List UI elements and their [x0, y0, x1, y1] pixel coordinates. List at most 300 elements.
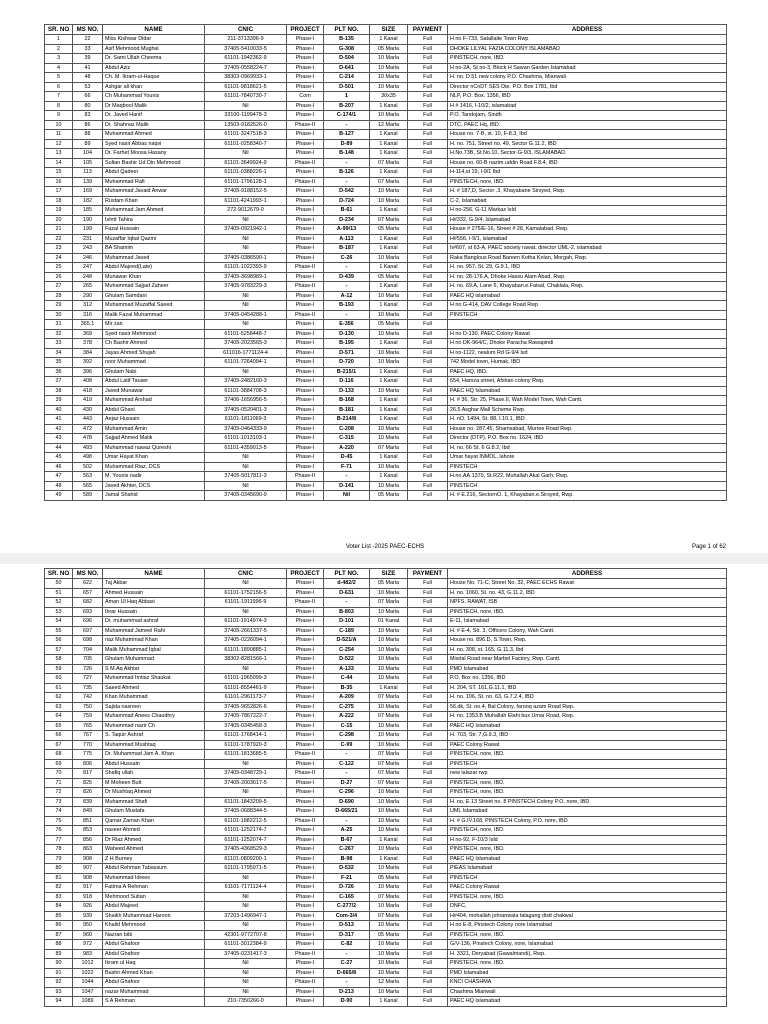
cell-payment: Full	[408, 348, 448, 358]
cell-sr-no: 25	[45, 263, 73, 273]
cell-sr-no: 69	[45, 759, 73, 769]
cell-sr-no: 61	[45, 683, 73, 693]
cell-address: H. no. D.51 new colony P.O. Chashma, Mianwali	[448, 73, 727, 83]
cell-sr-no: 13	[45, 149, 73, 159]
cell-payment: Full	[408, 453, 448, 463]
cell-plot-no: -	[324, 120, 370, 130]
cell-cnic: Nil	[205, 244, 287, 254]
cell-sr-no: 11	[45, 130, 73, 140]
cell-project: Phase-I	[287, 617, 324, 627]
cell-cnic: Nil	[205, 788, 287, 798]
cell-name: S A Rehman	[103, 997, 205, 1007]
cell-ms-no: 247	[73, 263, 103, 273]
cell-sr-no: 24	[45, 253, 73, 263]
cell-project: Phase-I	[287, 234, 324, 244]
cell-name: Javed Munawar	[103, 386, 205, 396]
table-row	[45, 607, 727, 617]
table-row	[45, 940, 727, 950]
cell-cnic: Nil	[205, 959, 287, 969]
cell-ms-no: 190	[73, 215, 103, 225]
table-row	[45, 664, 727, 674]
cell-cnic: 61101-1965099-3	[205, 674, 287, 684]
column-header-size: SIZE	[370, 25, 408, 35]
cell-plot-no: C-15	[324, 721, 370, 731]
cell-plot-no: B-98	[324, 854, 370, 864]
cell-size: 10 Marla	[370, 187, 408, 197]
cell-size: 10 Marla	[370, 588, 408, 598]
cell-name: Qamar Zaman Khan	[103, 816, 205, 826]
cell-name: Ghulam Mustafa	[103, 807, 205, 817]
cell-payment: Full	[408, 712, 448, 722]
cell-sr-no: 49	[45, 491, 73, 501]
cell-sr-no: 57	[45, 645, 73, 655]
cell-name: Khan Muhammad	[103, 693, 205, 703]
cell-ms-no: 365.1	[73, 320, 103, 330]
cell-payment: Full	[408, 987, 448, 997]
cell-project: Phase-I	[287, 883, 324, 893]
cell-address: H. no. 308, st. 165, G.11.3, Ibd	[448, 645, 727, 655]
cell-ms-no: 825	[73, 778, 103, 788]
cell-cnic: 42301-9772707-8	[205, 930, 287, 940]
cell-name: Malik Fazal Muhammad	[103, 310, 205, 320]
cell-sr-no: 66	[45, 731, 73, 741]
cell-sr-no: 10	[45, 120, 73, 130]
column-header-address: ADDRESS	[448, 569, 727, 579]
cell-size: 10 Marla	[370, 434, 408, 444]
cell-cnic: 61101-4241993-1	[205, 196, 287, 206]
cell-cnic: 37405-0231417-3	[205, 949, 287, 959]
cell-address: H no D-130, PAEC Colony Rawat	[448, 329, 727, 339]
cell-payment: Full	[408, 377, 448, 387]
cell-sr-no: 64	[45, 712, 73, 722]
cell-address: G/V-136, Pinstech Colony, nore, Islamabad	[448, 940, 727, 950]
cell-plot-no: C-277/2	[324, 902, 370, 912]
cell-ms-no: 851	[73, 816, 103, 826]
cell-sr-no: 44	[45, 443, 73, 453]
cell-project: Phase-II	[287, 598, 324, 608]
cell-name: Muhammad Jam Ahmed	[103, 206, 205, 216]
cell-plot-no: D-141	[324, 481, 370, 491]
cell-address: NPFS, RAWAT, ISB	[448, 598, 727, 608]
cell-payment: Full	[408, 892, 448, 902]
cell-ms-no: 243	[73, 244, 103, 254]
cell-payment: Full	[408, 645, 448, 655]
cell-project: Phase-I	[287, 826, 324, 836]
column-header-plot-no: PLT NO.	[324, 25, 370, 35]
cell-size: 01 Kanal	[370, 617, 408, 627]
cell-size: 07 Marla	[370, 778, 408, 788]
cell-cnic: 37405-0348729-1	[205, 769, 287, 779]
cell-size: 05 Marla	[370, 491, 408, 501]
cell-plot-no: C-267	[324, 845, 370, 855]
table-row	[45, 434, 727, 444]
cell-project: Phase-I	[287, 921, 324, 931]
cell-size: 1 Kanal	[370, 130, 408, 140]
cell-payment: Full	[408, 92, 448, 102]
cell-address: H. no. 106, St. no. 63, G.7.2.4, IBD	[448, 693, 727, 703]
cell-plot-no: D-116	[324, 377, 370, 387]
cell-size: 07 Marla	[370, 712, 408, 722]
cell-size: 10 Marla	[370, 987, 408, 997]
cell-name: Muhammad Arshad	[103, 396, 205, 406]
cell-name: Abdul Latif Tauser	[103, 377, 205, 387]
cell-name: Mir zan	[103, 320, 205, 330]
cell-address: H. 204, ST. 161,G.11.1, IBD	[448, 683, 727, 693]
table-row	[45, 415, 727, 425]
cell-address: H no DK-964/C, Dhoke Paracha Rawapindi	[448, 339, 727, 349]
cell-ms-no: 983	[73, 949, 103, 959]
cell-address: H. no. 957, St. 29, G.9.1, IBD	[448, 263, 727, 273]
cell-project: Phase-I	[287, 272, 324, 282]
table-row	[45, 244, 727, 254]
cell-name: Ahmed Hussain	[103, 588, 205, 598]
cell-address: H.No.73B, St.No.10, Sector-G-9/3, ISLAMABAD.	[448, 149, 727, 159]
cell-sr-no: 1	[45, 35, 73, 45]
cell-ms-no: 104	[73, 149, 103, 159]
cell-plot-no: C-296	[324, 788, 370, 798]
cell-payment: Full	[408, 158, 448, 168]
cell-plot-no: A-99/13	[324, 225, 370, 235]
cell-plot-no: -	[324, 158, 370, 168]
cell-sr-no: 73	[45, 797, 73, 807]
column-header-size: SIZE	[370, 569, 408, 579]
cell-address: PINSTECH	[448, 310, 727, 320]
cell-plot-no: C-315	[324, 434, 370, 444]
cell-plot-no: D-513	[324, 921, 370, 931]
cell-project: Phase-II	[287, 282, 324, 292]
cell-sr-no: 38	[45, 386, 73, 396]
cell-name: Muhammad Javaid Anwar	[103, 187, 205, 197]
cell-address: H. no. 1353.B Muhallah Elahi bux Umar Road, Rwp.	[448, 712, 727, 722]
cell-ms-no: 839	[73, 797, 103, 807]
cell-ms-no: 53	[73, 82, 103, 92]
cell-cnic: Nil	[205, 607, 287, 617]
cell-cnic: 33100-1199478-3	[205, 111, 287, 121]
table-row	[45, 778, 727, 788]
cell-size: 10 Marla	[370, 253, 408, 263]
cell-plot-no: D-45	[324, 453, 370, 463]
voter-list-page-2	[44, 568, 726, 1007]
cell-ms-no: 693	[73, 607, 103, 617]
cell-ms-no: 408	[73, 377, 103, 387]
cell-plot-no: C-275	[324, 702, 370, 712]
cell-name: Abdul Ghani	[103, 405, 205, 415]
cell-plot-no: C-174/1	[324, 111, 370, 121]
cell-ms-no: 139	[73, 177, 103, 187]
cell-ms-no: 88	[73, 130, 103, 140]
cell-address: DTC, PAEC Hq, IBD.	[448, 120, 727, 130]
cell-size: 1 Kanal	[370, 301, 408, 311]
cell-payment: Full	[408, 405, 448, 415]
cell-plot-no: -	[324, 750, 370, 760]
cell-size: 10 Marla	[370, 949, 408, 959]
cell-cnic: 61101-1890885-1	[205, 645, 287, 655]
cell-address: PINSTECH, nore, IBD.	[448, 845, 727, 855]
cell-sr-no: 60	[45, 674, 73, 684]
cell-name: Abdul Ghafoor	[103, 978, 205, 988]
cell-cnic: Nil	[205, 873, 287, 883]
cell-plot-no: 1	[324, 92, 370, 102]
cell-name: Shafiq ullah	[103, 769, 205, 779]
cell-size: 1 Kanal	[370, 854, 408, 864]
cell-sr-no: 43	[45, 434, 73, 444]
cell-payment: Full	[408, 788, 448, 798]
cell-name: BA Shamim	[103, 244, 205, 254]
cell-plot-no: A-222	[324, 712, 370, 722]
cell-name: Aejaz Hussain	[103, 415, 205, 425]
cell-payment: Full	[408, 367, 448, 377]
cell-size: 1 Kanal	[370, 415, 408, 425]
cell-project: Phase-I	[287, 453, 324, 463]
cell-sr-no: 35	[45, 358, 73, 368]
cell-name: Ch Muhammad Younis	[103, 92, 205, 102]
cell-size: 10 Marla	[370, 902, 408, 912]
cell-sr-no: 21	[45, 225, 73, 235]
column-header-ms-no: MS NO.	[73, 569, 103, 579]
cell-address: H. # E-4, Str. 3, Officers Colony, Wah Cantt.	[448, 626, 727, 636]
cell-project: Phase-I	[287, 579, 324, 589]
cell-size: 1 Kanal	[370, 405, 408, 415]
cell-project: Phase-II	[287, 177, 324, 187]
table-row	[45, 196, 727, 206]
cell-payment: Full	[408, 721, 448, 731]
cell-ms-no: 863	[73, 845, 103, 855]
cell-address: PAEC HQ Islamabad	[448, 386, 727, 396]
cell-name: Malik Muhammad Iqbal	[103, 645, 205, 655]
table-row	[45, 158, 727, 168]
cell-cnic: 37405-9188152-5	[205, 187, 287, 197]
cell-size: 10 Marla	[370, 740, 408, 750]
cell-name: Dr. Sami Ullah Cheema	[103, 54, 205, 64]
cell-plot-no: A-220	[324, 443, 370, 453]
cell-address: PINSTECH, nore, IBD.	[448, 788, 727, 798]
cell-project: Phase-I	[287, 607, 324, 617]
cell-plot-no: B-215/1	[324, 367, 370, 377]
cell-cnic: 211-3713396-9	[205, 35, 287, 45]
cell-payment: Full	[408, 864, 448, 874]
table-row	[45, 750, 727, 760]
cell-sr-no: 92	[45, 978, 73, 988]
cell-ms-no: 908	[73, 854, 103, 864]
cell-plot-no: B-135	[324, 35, 370, 45]
cell-payment: Full	[408, 44, 448, 54]
cell-sr-no: 16	[45, 177, 73, 187]
cell-address: H.no.AA.1370, St.R22, Muhallah Akal Garh, Rwp.	[448, 472, 727, 482]
cell-address: H no F-733, Satallaite Town Rwp	[448, 35, 727, 45]
cell-size: 1 Kanal	[370, 339, 408, 349]
cell-payment: Full	[408, 253, 448, 263]
table-row	[45, 491, 727, 501]
cell-size: 1 Kanal	[370, 149, 408, 159]
cell-cnic: 611016-1771124-4	[205, 348, 287, 358]
cell-project: Phase-I	[287, 491, 324, 501]
cell-address: PINSTECH	[448, 873, 727, 883]
cell-ms-no: 972	[73, 940, 103, 950]
cell-project: Phase-I	[287, 215, 324, 225]
cell-name: Sajida nasreen	[103, 702, 205, 712]
cell-size: 05 Marla	[370, 320, 408, 330]
cell-ms-no: 727	[73, 674, 103, 684]
cell-name: Dr Mushtaq Ahmed	[103, 788, 205, 798]
cell-plot-no: C-44	[324, 674, 370, 684]
cell-name: Ghulam Nabi	[103, 367, 205, 377]
cell-sr-no: 65	[45, 721, 73, 731]
table-row	[45, 206, 727, 216]
cell-plot-no: B-67	[324, 835, 370, 845]
cell-ms-no: 185	[73, 206, 103, 216]
cell-plot-no: B-187	[324, 244, 370, 254]
cell-cnic: 61101-4359013-5	[205, 443, 287, 453]
cell-cnic: Nil	[205, 902, 287, 912]
cell-cnic: Nil	[205, 481, 287, 491]
cell-name: Bashir Ahmed Khan	[103, 968, 205, 978]
cell-project: Phase-I	[287, 101, 324, 111]
cell-cnic: 37405-5410033-5	[205, 44, 287, 54]
cell-ms-no: 698	[73, 636, 103, 646]
cell-plot-no: E-356	[324, 320, 370, 330]
cell-project: Phase-I	[287, 139, 324, 149]
cell-cnic: 61101-1882212-5	[205, 816, 287, 826]
cell-project: Com	[287, 92, 324, 102]
cell-sr-no: 87	[45, 930, 73, 940]
cell-ms-no: 392	[73, 358, 103, 368]
cell-address: H#332, G-9/4, Islamabad	[448, 215, 727, 225]
cell-payment: Full	[408, 807, 448, 817]
cell-project: Phase-I	[287, 911, 324, 921]
cell-size: 1 Kanal	[370, 206, 408, 216]
cell-address: H. 3321, Deryabad (Gawalmandi), Rwp.	[448, 949, 727, 959]
cell-payment: Full	[408, 472, 448, 482]
cell-plot-no: D-439	[324, 272, 370, 282]
cell-size: 10 Marla	[370, 655, 408, 665]
cell-cnic: Nil	[205, 987, 287, 997]
column-header-project: PROJECT	[287, 569, 324, 579]
cell-ms-no: 726	[73, 664, 103, 674]
cell-cnic: 38302-8281566-1	[205, 655, 287, 665]
table-row	[45, 386, 727, 396]
table-row	[45, 997, 727, 1007]
cell-cnic: 61101-8554461-9	[205, 683, 287, 693]
cell-plot-no: D-726	[324, 883, 370, 893]
cell-project: Phase-II	[287, 750, 324, 760]
cell-name: Khalid Mehmood	[103, 921, 205, 931]
cell-address: PAEC HQ Islamabad	[448, 854, 727, 864]
cell-sr-no: 76	[45, 826, 73, 836]
cell-sr-no: 89	[45, 949, 73, 959]
cell-ms-no: 1012	[73, 959, 103, 969]
cell-size: 1 Kanal	[370, 234, 408, 244]
cell-address: 654, Hamza street, Afshan colony Rwp.	[448, 377, 727, 387]
cell-cnic: 37405-0454288-1	[205, 310, 287, 320]
cell-project: Phase-I	[287, 655, 324, 665]
cell-name: Dr. Farhet Moosa Hasany	[103, 149, 205, 159]
cell-sr-no: 18	[45, 196, 73, 206]
cell-plot-no: C-82	[324, 940, 370, 950]
cell-sr-no: 15	[45, 168, 73, 178]
cell-payment: Full	[408, 769, 448, 779]
table-row	[45, 310, 727, 320]
cell-project: Phase-I	[287, 301, 324, 311]
cell-ms-no: 418	[73, 386, 103, 396]
cell-cnic: 61101-1752156-5	[205, 588, 287, 598]
cell-project: Phase-I	[287, 377, 324, 387]
cell-address: new lalazar rwp	[448, 769, 727, 779]
cell-payment: Full	[408, 740, 448, 750]
cell-project: Phase-I	[287, 645, 324, 655]
cell-cnic: Nil	[205, 149, 287, 159]
cell-sr-no: 67	[45, 740, 73, 750]
cell-sr-no: 62	[45, 693, 73, 703]
cell-ms-no: 565	[73, 481, 103, 491]
cell-ms-no: 419	[73, 396, 103, 406]
cell-size: 10 Marla	[370, 636, 408, 646]
cell-size: 10 Marla	[370, 481, 408, 491]
cell-plot-no: A-113	[324, 234, 370, 244]
cell-sr-no: 75	[45, 816, 73, 826]
cell-address: PAEC HQ Islamabad	[448, 721, 727, 731]
cell-sr-no: 23	[45, 244, 73, 254]
cell-cnic: Nil	[205, 978, 287, 988]
cell-project: Phase-II	[287, 472, 324, 482]
cell-cnic: 61101-0388226-1	[205, 168, 287, 178]
table-row	[45, 282, 727, 292]
table-row	[45, 579, 727, 589]
table-row	[45, 367, 727, 377]
cell-cnic: 61101-1768414-1	[205, 731, 287, 741]
cell-name: riaz Muhammad Khan	[103, 636, 205, 646]
column-header-payment: PAYMENT	[408, 25, 448, 35]
cell-cnic: 37405-2661337-5	[205, 626, 287, 636]
cell-size: 10 Marla	[370, 883, 408, 893]
cell-ms-no: 907	[73, 864, 103, 874]
cell-cnic: 61101-3884708-3	[205, 386, 287, 396]
cell-sr-no: 86	[45, 921, 73, 931]
cell-address: PINSTECH, nore, IBD.	[448, 54, 727, 64]
cell-size: 10 Marla	[370, 310, 408, 320]
cell-ms-no: 705	[73, 655, 103, 665]
cell-ms-no: 312	[73, 301, 103, 311]
cell-project: Phase-I	[287, 892, 324, 902]
cell-size: 07 Marla	[370, 215, 408, 225]
cell-size: 10 Marla	[370, 664, 408, 674]
table-row	[45, 481, 727, 491]
cell-address: PINSTECH, nore, IBD.	[448, 892, 727, 902]
cell-plot-no: C-165	[324, 892, 370, 902]
column-header-project: PROJECT	[287, 25, 324, 35]
cell-cnic: Nil	[205, 101, 287, 111]
cell-address: H. no. 66 St. 6 G.8.2, Ibd	[448, 443, 727, 453]
cell-project: Phase-I	[287, 329, 324, 339]
cell-payment: Full	[408, 206, 448, 216]
cell-sr-no: 31	[45, 320, 73, 330]
cell-size: 1 Kanal	[370, 263, 408, 273]
cell-sr-no: 3	[45, 54, 73, 64]
cell-size: 05 Marla	[370, 579, 408, 589]
cell-sr-no: 37	[45, 377, 73, 387]
cell-sr-no: 7	[45, 92, 73, 102]
table-row	[45, 320, 727, 330]
column-header-ms-no: MS NO.	[73, 25, 103, 35]
cell-ms-no: 1089	[73, 997, 103, 1007]
cell-project: Phase-I	[287, 873, 324, 883]
cell-sr-no: 50	[45, 579, 73, 589]
cell-size: 10 Marla	[370, 731, 408, 741]
cell-size: 1 Kanal	[370, 472, 408, 482]
cell-plot-no: Com-3/4	[324, 911, 370, 921]
cell-sr-no: 39	[45, 396, 73, 406]
cell-address: H # 1416, I-10/2, islamabad	[448, 101, 727, 111]
cell-address: H no-1122, nealum Rd G-9/4 Isd	[448, 348, 727, 358]
